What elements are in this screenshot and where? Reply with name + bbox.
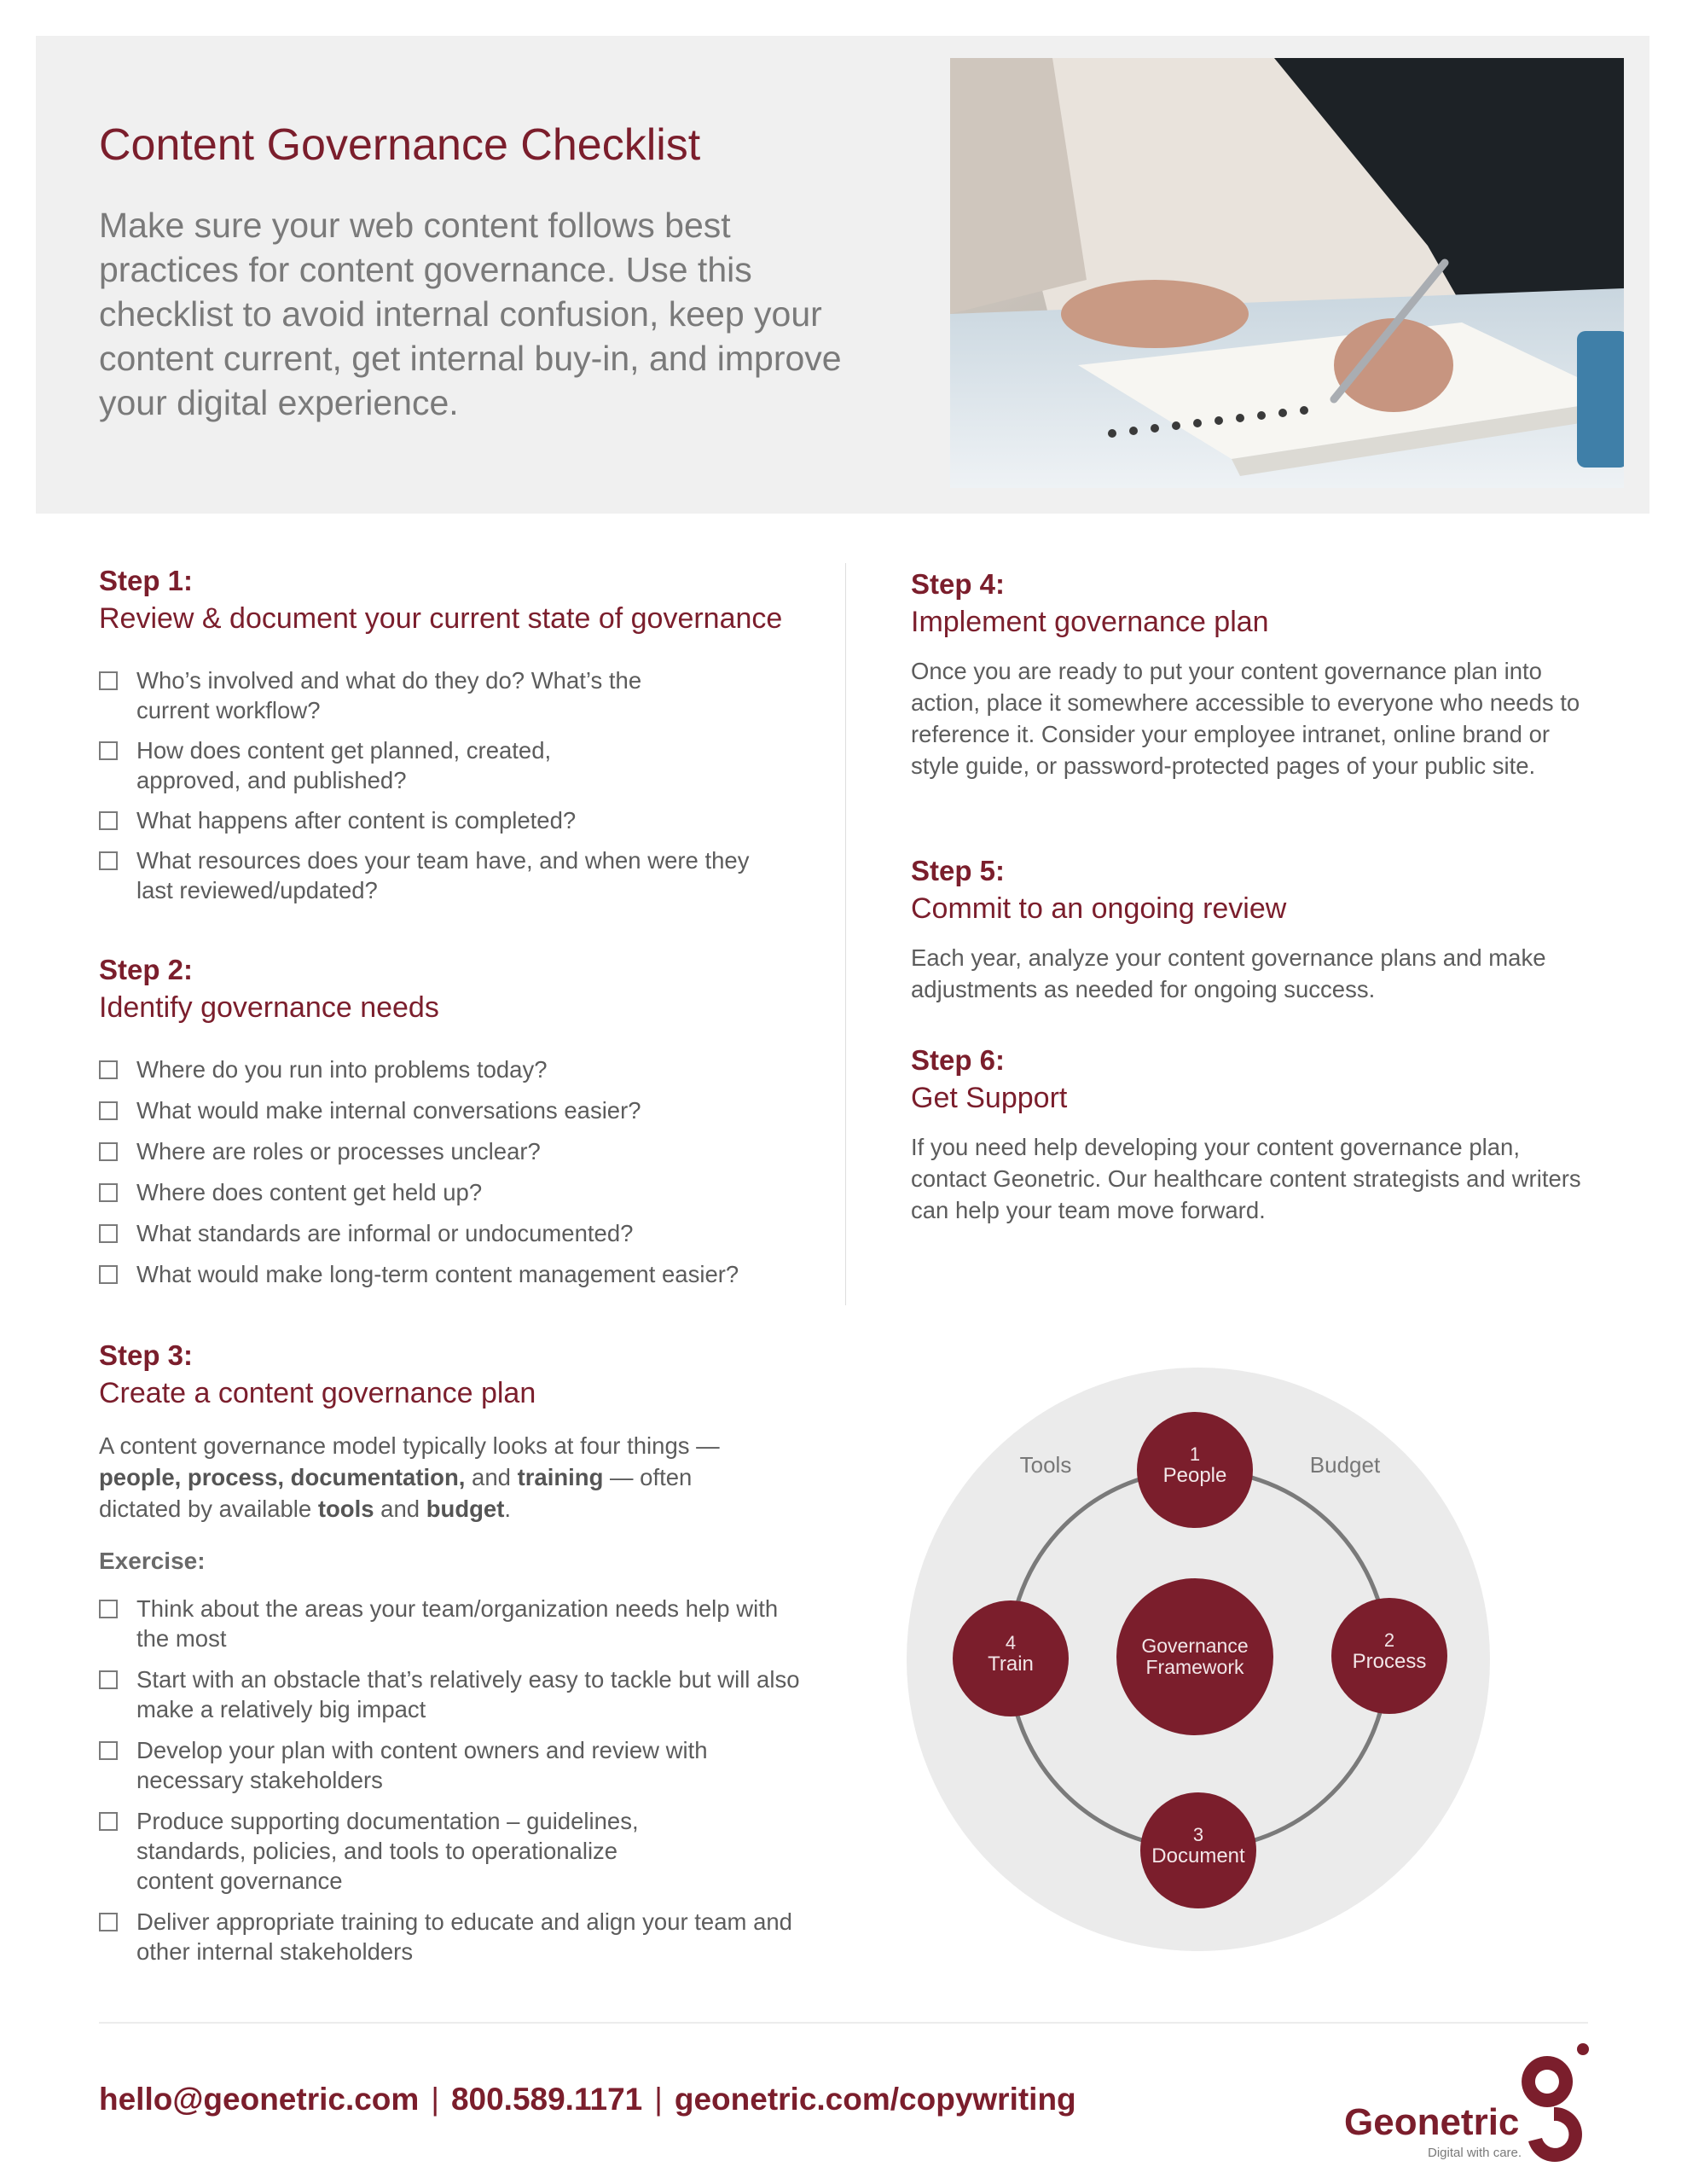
checklist-item: Produce supporting documentation – guidelines, standards, policies, and tools to operationalize content governance (99, 1806, 807, 1896)
step4-title: Implement governance plan (911, 606, 1269, 638)
node-process-number: 2 (1383, 1629, 1395, 1651)
checkbox[interactable] (99, 1812, 118, 1831)
step2-title: Identify governance needs (99, 991, 439, 1024)
step5-text: Each year, analyze your content governance plans and make adjustments as needed for ongoing success. (911, 944, 1546, 1002)
step1-title: Review & document your current state of governance (99, 602, 783, 635)
checklist-item: Where are roles or processes unclear? (99, 1136, 815, 1166)
step6-label: Step 6: (911, 1044, 1006, 1076)
checkbox[interactable] (99, 811, 118, 830)
logo-text: Geonetric (1344, 2101, 1520, 2143)
step6-text: If you need help developing your content governance plan, contact Geonetric. Our healthcare content strategists and writers can help your team move forward. (911, 1134, 1581, 1223)
node-train-number: 4 (1005, 1632, 1017, 1653)
step4-text: Once you are ready to put your content governance plan into action, place it somewhere accessible to everyone who needs to reference it. Consider your employee intranet, online brand or style guide, or password-protected pages of your public site. (911, 658, 1580, 779)
step1-checklist (99, 665, 798, 905)
header-photo (950, 58, 1624, 488)
step3-title: Create a content governance plan (99, 1377, 536, 1409)
step5-title: Commit to an ongoing review (911, 892, 1287, 925)
node-document-label: Document (1151, 1844, 1245, 1867)
checkbox[interactable] (99, 1183, 118, 1202)
step1-label: Step 1: (99, 565, 194, 596)
separator: | (654, 2082, 663, 2117)
intro-text: Make sure your web content follows best practices for content governance. Use this checklist to avoid internal confusion, keep your content current, get internal buy-in, and improve your digital experience. (99, 206, 842, 422)
step3-checklist (99, 1594, 807, 1966)
checkbox[interactable] (99, 1600, 118, 1618)
step2-label: Step 2: (99, 954, 194, 985)
checklist-item: Where do you run into problems today? (99, 1054, 815, 1084)
logo-dot-icon (1577, 2043, 1589, 2055)
checkbox[interactable] (99, 1741, 118, 1760)
checklist-item: What would make internal conversations easier? (99, 1095, 815, 1125)
node-document-number: 3 (1192, 1824, 1204, 1845)
checklist-item: What resources does your team have, and when were they last reviewed/updated? (99, 845, 798, 905)
separator: | (431, 2082, 439, 2117)
checkbox[interactable] (99, 851, 118, 870)
step4-label: Step 4: (911, 568, 1006, 600)
page-title: Content Governance Checklist (99, 120, 701, 170)
logo-tagline: Digital with care. (1428, 2146, 1522, 2160)
budget-label: Budget (1309, 1452, 1381, 1478)
logo-ring-icon (1522, 2056, 1573, 2107)
checklist-item: Develop your plan with content owners and review with necessary stakeholders (99, 1735, 807, 1795)
checkbox[interactable] (99, 1224, 118, 1243)
checklist-item: Think about the areas your team/organization needs help with the most (99, 1594, 807, 1653)
step5-label: Step 5: (911, 855, 1006, 886)
checkbox[interactable] (99, 671, 118, 690)
governance-diagram (904, 1365, 1493, 1954)
phone-link[interactable]: 800.589.1171 (450, 2082, 643, 2117)
checkbox[interactable] (99, 1265, 118, 1284)
checklist-item: Who’s involved and what do they do? What’s the current workflow? (99, 665, 798, 725)
checkbox[interactable] (99, 1142, 118, 1161)
checklist-item: Deliver appropriate training to educate and align your team and other internal stakeholders (99, 1907, 807, 1966)
checkbox[interactable] (99, 1913, 118, 1931)
footer-divider (99, 2022, 1588, 2024)
column-divider (845, 563, 846, 1305)
step3-description: A content governance model typically looks at four things — people, process, documentation, and training — often dictated by available tools and budget. (99, 1432, 720, 1522)
checklist-item: What would make long-term content management easier? (99, 1259, 815, 1289)
node-people-number: 1 (1189, 1443, 1201, 1465)
checkbox[interactable] (99, 1060, 118, 1079)
checkbox[interactable] (99, 1670, 118, 1689)
contact-line (99, 2082, 1076, 2117)
checkbox[interactable] (99, 1101, 118, 1120)
checklist-item: Start with an obstacle that’s relatively easy to tackle but will also make a relatively big impact (99, 1664, 807, 1724)
website-link[interactable]: geonetric.com/copywriting (674, 2082, 1076, 2117)
tools-label: Tools (1019, 1452, 1072, 1478)
exercise-label: Exercise: (99, 1548, 206, 1574)
email-link[interactable]: hello@geonetric.com (99, 2082, 420, 2117)
logo-swirl-icon (1528, 2107, 1582, 2162)
checklist-item: What happens after content is completed? (99, 805, 798, 835)
step6-title: Get Support (911, 1082, 1068, 1114)
checklist-item: Where does content get held up? (99, 1177, 815, 1207)
step3-label: Step 3: (99, 1339, 194, 1371)
geonetric-logo[interactable] (1342, 2039, 1598, 2167)
checkbox[interactable] (99, 741, 118, 760)
step2-checklist (99, 1054, 815, 1289)
node-train-label: Train (988, 1653, 1034, 1676)
center-label-line2: Framework (1145, 1656, 1244, 1678)
center-label-line1: Governance (1141, 1635, 1249, 1657)
checklist-item: What standards are informal or undocumented? (99, 1218, 815, 1248)
checklist-item: How does content get planned, created, approved, and published? (99, 735, 798, 795)
node-process-label: Process (1352, 1650, 1427, 1673)
node-people-label: People (1162, 1464, 1227, 1487)
